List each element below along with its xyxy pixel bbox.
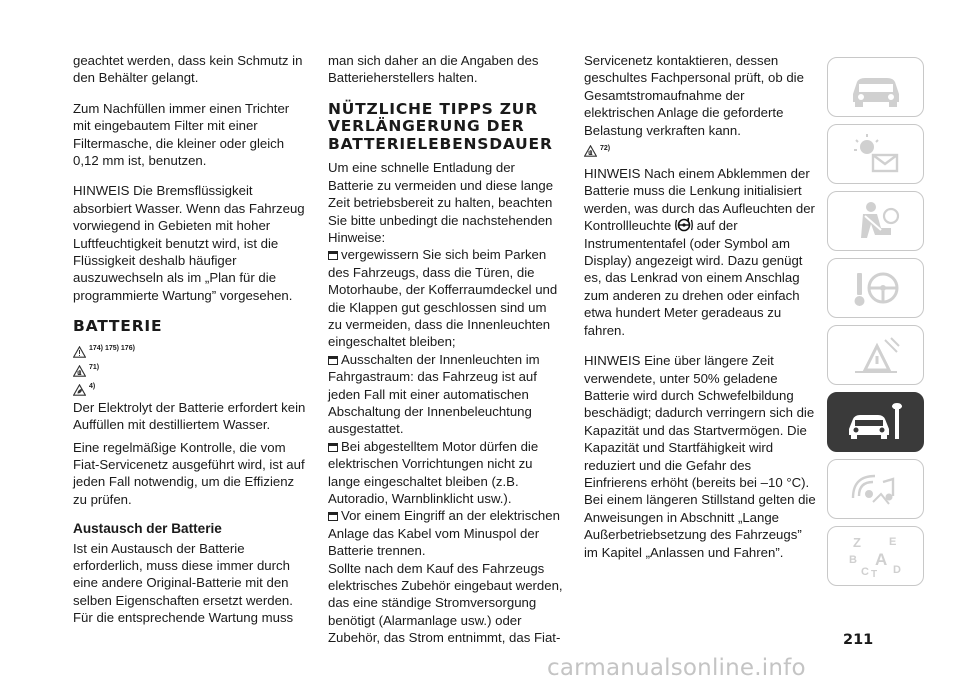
- bullet-list: [328, 246, 564, 559]
- environment-leaf-icon: [73, 384, 86, 396]
- key-steering-wheel-icon: [845, 265, 907, 311]
- environment-references: [73, 380, 309, 396]
- paragraph: Sollte nach dem Kauf des Fahrzeugs elektrisches Zubehör eingebaut werden, das eine ständige Stromversorgung benötigt (Alarmanlage usw.) oder Zubehör, das Strom entnimmt, das Fiat-: [328, 560, 563, 646]
- list-item: Ausschalten der Innenleuchten im Fahrgastraum: das Fahrzeug ist auf jeden Fall mit einer automatischen Abschaltung der Innenbeleuchtung ausgestattet.: [328, 351, 540, 437]
- paragraph: Der Elektrolyt der Batterie erfordert kein Auffüllen mit destilliertem Wasser.: [73, 399, 306, 433]
- index-letter: E: [888, 536, 896, 548]
- page-number: 211: [843, 632, 874, 648]
- subheading-battery-replacement: Austausch der Batterie: [73, 521, 222, 537]
- lights-messages-icon: [845, 131, 907, 177]
- list-item: Vor einem Eingriff an der elektrischen Anlage das Kabel vom Minuspol der Batterie trennen.: [328, 508, 560, 559]
- list-item: Bei abgestelltem Motor dürfen die elektrischen Vorrichtungen nicht zu lange eingeschaltet bleiben (z.B. Autoradio, Warnblinklicht usw.).: [328, 438, 539, 507]
- caution-hand-icon: [73, 365, 86, 377]
- index-letter: Z: [852, 535, 861, 550]
- paragraph: Servicenetz kontaktieren, dessen geschultes Fachpersonal prüft, ob die Gesamtstromaufnahme der elektrischen Anlage die geforderte Belastung verkraften kann.: [584, 53, 804, 138]
- index-letter: B: [848, 554, 857, 566]
- index-letter: C: [860, 566, 869, 578]
- tab-safety[interactable]: [827, 191, 924, 251]
- reference-numbers[interactable]: 72): [600, 144, 611, 152]
- warning-references: [73, 342, 309, 358]
- reference-numbers[interactable]: 71): [89, 364, 100, 372]
- alphabetical-index-icon: [845, 533, 907, 579]
- section-heading-battery-tips: NÜTZLICHE TIPPS ZUR VERLÄNGERUNG DER BATTERIELEBENSDAUER: [328, 99, 553, 153]
- warning-triangle-icon: [845, 332, 907, 378]
- tab-dashboard[interactable]: [827, 57, 924, 117]
- reference-numbers[interactable]: 4): [89, 383, 96, 391]
- caution-references: [73, 361, 309, 377]
- bullet-icon: [328, 443, 338, 452]
- paragraph: geachtet werden, dass kein Schmutz in den Behälter gelangt.: [73, 53, 303, 86]
- seatbelt-airbag-icon: [845, 198, 907, 244]
- section-heading-battery: BATTERIE: [73, 317, 163, 336]
- index-letter: A: [874, 550, 887, 569]
- tab-multimedia[interactable]: [827, 459, 924, 519]
- paragraph: Ist ein Austausch der Batterie erforderlich, muss diese immer durch eine andere Original-Batterie mit den selben Eigenschaften ersetzt werden. Für die entsprechende Wartung muss: [73, 540, 294, 626]
- note-paragraph: HINWEIS Nach einem Abklemmen der Batterie muss die Lenkung initialisiert werden, was durch das Aufleuchten der Kontrollleuchte auf der Instrumententafel (oder Symbol am Display) angezeigt wird. Dazu genügt es, das Lenkrad von einem Anschlag zum anderen zu drehen oder einfach etwa hundert Meter geradeaus zu fahren.: [584, 166, 815, 338]
- tab-lights-messages[interactable]: [827, 124, 924, 184]
- note-paragraph: HINWEIS Die Bremsflüssigkeit absorbiert Wasser. Wenn das Fahrzeug vorwiegend in Gebieten mit hoher Luftfeuchtigkeit benutzt wird, ist die Flüssigkeit deshalb häufiger auszuwechseln als im „Plan für die programmierte Wartung” vorgesehen.: [73, 183, 305, 303]
- index-letter: T: [870, 569, 877, 579]
- watermark: carmanualsonline.info: [547, 655, 806, 681]
- multimedia-icon: [845, 466, 907, 512]
- reference-numbers[interactable]: 174) 175) 176): [89, 345, 135, 353]
- caution-hand-icon: [584, 145, 597, 157]
- tab-maintenance[interactable]: [827, 392, 924, 452]
- bullet-icon: [328, 356, 338, 365]
- car-maintenance-wrench-icon: [845, 399, 907, 445]
- paragraph: Eine regelmäßige Kontrolle, die vom Fiat-Servicenetz ausgeführt wird, ist auf jeden Fall notwendig, um die Effizienz zu prüfen.: [73, 439, 305, 507]
- steering-warning-light-icon: [675, 218, 693, 232]
- paragraph: man sich daher an die Angaben des Batterieherstellers halten.: [328, 53, 539, 86]
- bullet-icon: [328, 251, 338, 260]
- index-letter: D: [892, 564, 901, 576]
- chapter-navigation: [827, 57, 924, 593]
- text-column-1: [73, 52, 309, 627]
- warning-triangle-icon: [73, 346, 86, 358]
- tab-index[interactable]: [827, 526, 924, 586]
- paragraph: Zum Nachfüllen immer einen Trichter mit eingebautem Filter mit einer Filtermasche, die kleiner oder gleich 0,12 mm ist, benutzen.: [73, 100, 290, 169]
- text-column-2: [328, 52, 564, 647]
- caution-references: [584, 141, 816, 157]
- tab-starting-driving[interactable]: [827, 258, 924, 318]
- text-column-3: [584, 52, 816, 561]
- tab-emergency[interactable]: [827, 325, 924, 385]
- bullet-icon: [328, 512, 338, 521]
- paragraph: Um eine schnelle Entladung der Batterie zu vermeiden und diese lange Zeit betriebsbereit zu halten, beachten Sie bitte unbedingt die nachstehenden Hinweise:: [328, 160, 554, 245]
- car-dashboard-icon: [845, 64, 907, 110]
- list-item: vergewissern Sie sich beim Parken des Fahrzeugs, dass die Türen, die Motorhaube, der Kofferraumdeckel und die Klappen gut geschlossen sind um zu vermeiden, dass die Innenleuchten eingeschaltet bleiben;: [328, 247, 558, 350]
- note-paragraph: HINWEIS Eine über längere Zeit verwendete, unter 50% geladene Batterie wird durch Schwefelbildung beschädigt; dadurch verringern sich die Kapazität und das Startvermögen. Die Kapazität und Startfähigkeit wird reduziert und die Gefahr des Einfrierens erhöht (bereits bei –10 °C). Bei einem längeren Stillstand gelten die Anweisungen in Abschnitt „Lange Außerbetriebsetzung des Fahrzeugs” im Kapitel „Anlassen und Fahren”.: [584, 353, 816, 560]
